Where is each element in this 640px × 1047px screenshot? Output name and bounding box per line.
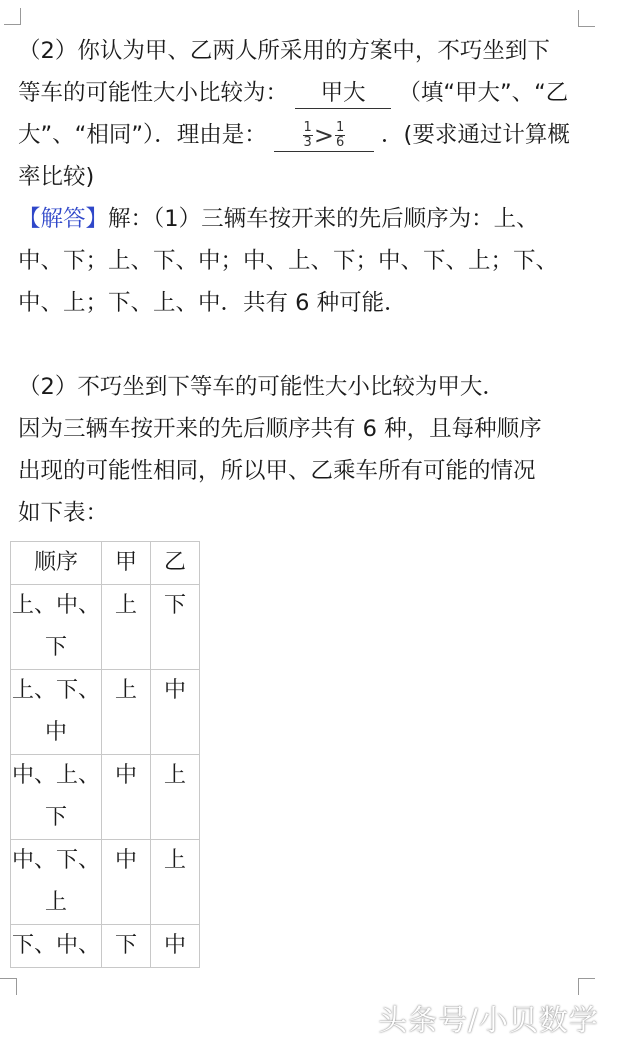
fraction-one-third: $\frac{1}{3}$	[303, 120, 312, 150]
jia-cell: 上	[102, 585, 151, 670]
yi-cell: 上	[151, 840, 200, 925]
yi-cell: 下	[151, 585, 200, 670]
outcome-table	[10, 541, 200, 968]
solution-line: 中、上；下、上、中．共有 6 种可能．	[18, 290, 407, 316]
solution-tag: 【解答】	[18, 206, 109, 232]
solution-line: 【解答】解：（1）三辆车按开来的先后顺序为：上、	[18, 206, 539, 232]
table-row	[11, 925, 200, 968]
question-line: 大”、“相同”）．理由是： $\frac{1}{3}$ > $\frac{1}{6}$ ．(要求通过计算概	[18, 120, 570, 150]
order-cell: 上、中、 下	[11, 585, 102, 670]
yi-cell: 中	[151, 670, 200, 755]
fraction-one-sixth: $\frac{1}{6}$	[335, 120, 345, 150]
solution-line: 如下表：	[18, 500, 109, 526]
question-line: 率比较)	[18, 164, 95, 190]
table-header-row	[11, 542, 200, 585]
answer-blank: 甲大	[295, 78, 391, 109]
yi-cell: 上	[151, 755, 200, 840]
table-row	[11, 755, 200, 840]
greater-than-sign: >	[313, 121, 334, 150]
page-corner-mark	[0, 978, 17, 995]
header-yi: 乙	[151, 542, 200, 585]
solution-line: 中、下；上、下、中；中、上、下；中、下、上；下、	[18, 248, 559, 274]
order-cell: 中、下、 上	[11, 840, 102, 925]
solution-line: 出现的可能性相同，所以甲、乙乘车所有可能的情况	[18, 458, 536, 484]
header-order: 顺序	[11, 542, 102, 585]
reason-blank	[274, 120, 374, 152]
question-line: 等车的可能性大小比较为： 甲大 （填“甲大”、“乙	[18, 72, 588, 114]
solution-line: 因为三辆车按开来的先后顺序共有 6 种，且每种顺序	[18, 416, 542, 442]
order-cell: 下、中、	[11, 925, 102, 968]
jia-cell: 中	[102, 755, 151, 840]
watermark: 头条号/小贝数学	[378, 1003, 599, 1037]
table-row	[11, 670, 200, 755]
table-row	[11, 840, 200, 925]
document-body	[18, 30, 588, 534]
jia-cell: 上	[102, 670, 151, 755]
page-corner-mark	[578, 978, 595, 995]
header-jia: 甲	[102, 542, 151, 585]
page-corner-mark	[4, 8, 21, 25]
jia-cell: 中	[102, 840, 151, 925]
yi-cell: 中	[151, 925, 200, 968]
jia-cell: 下	[102, 925, 151, 968]
question-line: （2）你认为甲、乙两人所采用的方案中，不巧坐到下	[18, 38, 550, 64]
order-cell: 中、上、 下	[11, 755, 102, 840]
order-cell: 上、下、 中	[11, 670, 102, 755]
solution-line: （2）不巧坐到下等车的可能性大小比较为甲大．	[18, 374, 505, 400]
page-corner-mark	[578, 10, 595, 27]
table-row	[11, 585, 200, 670]
